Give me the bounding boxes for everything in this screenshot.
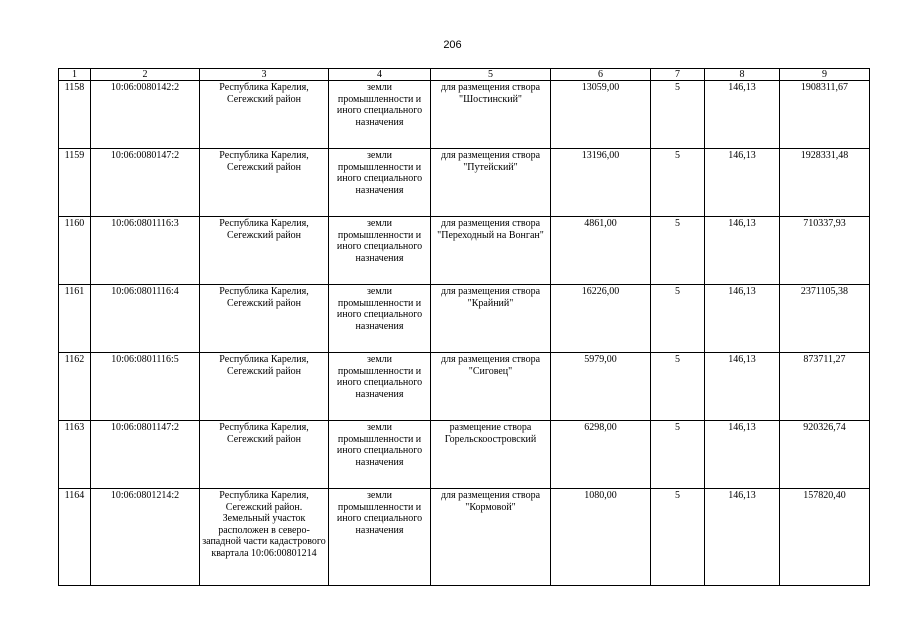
- total-value: 920326,74: [780, 421, 870, 489]
- cadastral-number: 10:06:0080147:2: [91, 149, 200, 217]
- land-category: земли промышленности и иного специального назначения: [329, 149, 431, 217]
- column-header: 2: [91, 69, 200, 81]
- page-number: 206: [443, 39, 462, 51]
- area: 6298,00: [551, 421, 651, 489]
- location: Республика Карелия, Сегежский район: [200, 285, 329, 353]
- location: Республика Карелия, Сегежский район: [200, 353, 329, 421]
- location: Республика Карелия, Сегежский район: [200, 149, 329, 217]
- rate: 146,13: [705, 353, 780, 421]
- table-row: [59, 81, 870, 149]
- area: 16226,00: [551, 285, 651, 353]
- land-registry-table: [58, 68, 870, 586]
- row-number: 1158: [59, 81, 91, 149]
- row-number: 1163: [59, 421, 91, 489]
- permitted-use: для размещения створа "Сиговец": [431, 353, 551, 421]
- column-7-value: 5: [651, 489, 705, 586]
- column-7-value: 5: [651, 149, 705, 217]
- location: Республика Карелия, Сегежский район: [200, 217, 329, 285]
- land-category: земли промышленности и иного специального назначения: [329, 489, 431, 586]
- cadastral-number: 10:06:0801116:4: [91, 285, 200, 353]
- column-header: 6: [551, 69, 651, 81]
- column-7-value: 5: [651, 81, 705, 149]
- permitted-use: размещение створа Горельскоостровский: [431, 421, 551, 489]
- rate: 146,13: [705, 217, 780, 285]
- permitted-use: для размещения створа "Крайний": [431, 285, 551, 353]
- column-header: 9: [780, 69, 870, 81]
- column-7-value: 5: [651, 353, 705, 421]
- row-number: 1160: [59, 217, 91, 285]
- table-row: [59, 285, 870, 353]
- row-number: 1162: [59, 353, 91, 421]
- rate: 146,13: [705, 81, 780, 149]
- column-7-value: 5: [651, 421, 705, 489]
- land-category: земли промышленности и иного специального назначения: [329, 353, 431, 421]
- header-row: [59, 69, 870, 81]
- total-value: 710337,93: [780, 217, 870, 285]
- total-value: 1908311,67: [780, 81, 870, 149]
- land-category: земли промышленности и иного специального назначения: [329, 421, 431, 489]
- row-number: 1164: [59, 489, 91, 586]
- area: 13196,00: [551, 149, 651, 217]
- column-header: 7: [651, 69, 705, 81]
- land-category: земли промышленности и иного специального назначения: [329, 285, 431, 353]
- row-number: 1161: [59, 285, 91, 353]
- column-header: 5: [431, 69, 551, 81]
- table-row: [59, 489, 870, 586]
- total-value: 1928331,48: [780, 149, 870, 217]
- column-header: 1: [59, 69, 91, 81]
- total-value: 873711,27: [780, 353, 870, 421]
- total-value: 157820,40: [780, 489, 870, 586]
- table-row: [59, 149, 870, 217]
- column-7-value: 5: [651, 217, 705, 285]
- area: 13059,00: [551, 81, 651, 149]
- column-header: 4: [329, 69, 431, 81]
- cadastral-number: 10:06:0801116:3: [91, 217, 200, 285]
- permitted-use: для размещения створа "Кормовой": [431, 489, 551, 586]
- area: 5979,00: [551, 353, 651, 421]
- permitted-use: для размещения створа "Переходный на Вонган": [431, 217, 551, 285]
- table-row: [59, 353, 870, 421]
- total-value: 2371105,38: [780, 285, 870, 353]
- rate: 146,13: [705, 285, 780, 353]
- rate: 146,13: [705, 149, 780, 217]
- area: 4861,00: [551, 217, 651, 285]
- rate: 146,13: [705, 489, 780, 586]
- location: Республика Карелия, Сегежский район. Земельный участок расположен в северо-западной части кадастрового квартала 10:06:00801214: [200, 489, 329, 586]
- table-row: [59, 217, 870, 285]
- cadastral-number: 10:06:0080142:2: [91, 81, 200, 149]
- table-row: [59, 421, 870, 489]
- column-7-value: 5: [651, 285, 705, 353]
- cadastral-number: 10:06:0801147:2: [91, 421, 200, 489]
- rate: 146,13: [705, 421, 780, 489]
- cadastral-number: 10:06:0801116:5: [91, 353, 200, 421]
- area: 1080,00: [551, 489, 651, 586]
- cadastral-number: 10:06:0801214:2: [91, 489, 200, 586]
- row-number: 1159: [59, 149, 91, 217]
- permitted-use: для размещения створа "Шостинский": [431, 81, 551, 149]
- permitted-use: для размещения створа "Путейский": [431, 149, 551, 217]
- location: Республика Карелия, Сегежский район: [200, 81, 329, 149]
- location: Республика Карелия, Сегежский район: [200, 421, 329, 489]
- land-category: земли промышленности и иного специального назначения: [329, 81, 431, 149]
- column-header: 3: [200, 69, 329, 81]
- column-header: 8: [705, 69, 780, 81]
- land-category: земли промышленности и иного специального назначения: [329, 217, 431, 285]
